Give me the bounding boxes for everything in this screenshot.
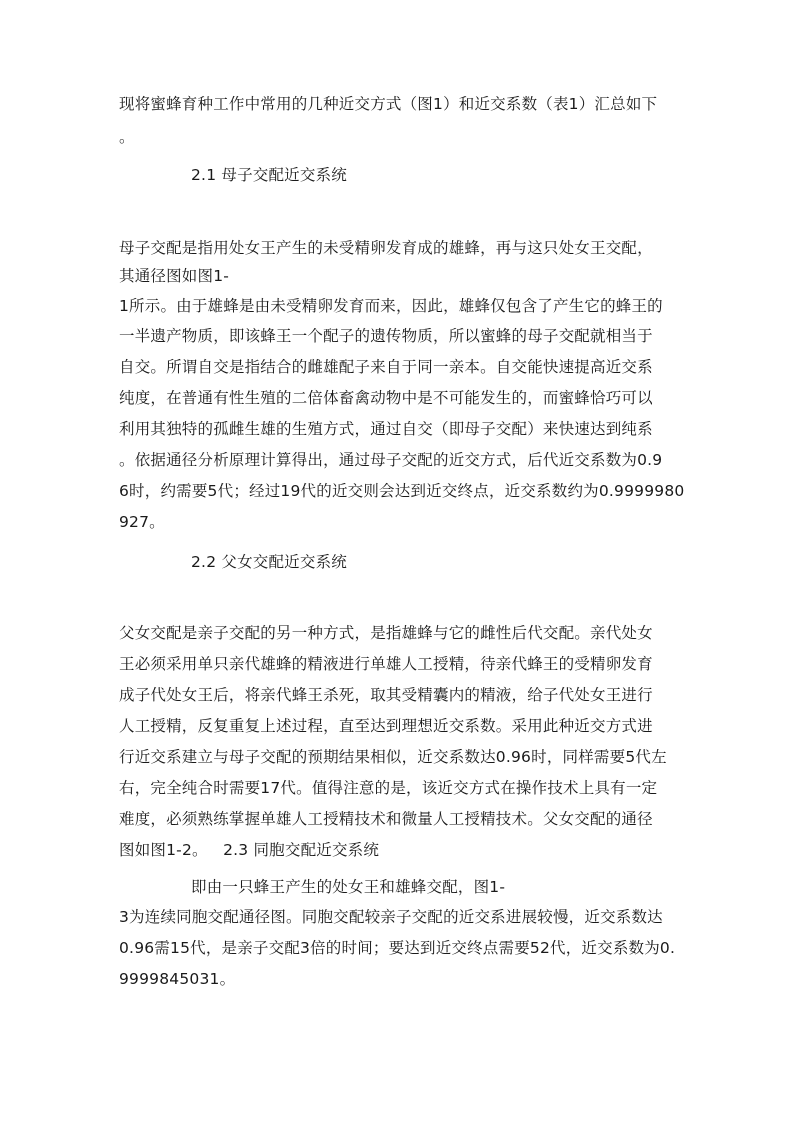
paragraph-2-2-line-2: 王必须采用单只亲代雄蜂的精液进行单雄人工授精，待亲代蜂王的受精卵发育 [119, 655, 653, 673]
paragraph-2-1-line-5: 自交。所谓自交是指结合的雌雄配子来自于同一亲本。自交能快速提高近交系 [119, 358, 653, 376]
intro-line-1: 现将蜜蜂育种工作中常用的几种近交方式（图1）和近交系数（表1）汇总如下 [119, 95, 658, 113]
paragraph-2-3-line-4: 9999845031。 [119, 970, 236, 988]
paragraph-2-2-line-7: 难度，必须熟练掌握单雄人工授精技术和微量人工授精技术。父女交配的通径 [119, 810, 653, 828]
paragraph-2-2-line-4: 人工授精，反复重复上述过程，直至达到理想近交系数。采用此种近交方式进 [119, 717, 653, 735]
paragraph-2-3-line-2: 3为连续同胞交配通径图。同胞交配较亲子交配的近交系进展较慢，近交系数达 [119, 908, 663, 926]
section-heading-2-1: 2.1 母子交配近交系统 [191, 166, 347, 184]
paragraph-2-1-line-7: 利用其独特的孤雌生雄的生殖方式，通过自交（即母子交配）来快速达到纯系 [119, 420, 653, 438]
paragraph-2-1-line-3: 1所示。由于雄蜂是由未受精卵发育而来，因此，雄蜂仅包含了产生它的蜂王的 [119, 297, 663, 315]
paragraph-2-2-line-5: 行近交系建立与母子交配的预期结果相似，近交系数达0.96时，同样需要5代左 [119, 748, 667, 766]
paragraph-2-2-line-8-with-heading-2-3: 图如图1-2。 2.3 同胞交配近交系统 [119, 841, 380, 859]
paragraph-2-1-line-10: 927。 [119, 513, 165, 531]
paragraph-2-1-line-8: 。依据通径分析原理计算得出，通过母子交配的近交方式，后代近交系数为0.9 [119, 451, 663, 469]
paragraph-2-1-line-4: 一半遗产物质，即该蜂王一个配子的遗传物质，所以蜜蜂的母子交配就相当于 [119, 327, 653, 345]
paragraph-2-1-line-1: 母子交配是指用处女王产生的未受精卵发育成的雄蜂，再与这只处女王交配， [119, 239, 653, 257]
paragraph-2-1-line-6: 纯度，在普通有性生殖的二倍体畜禽动物中是不可能发生的，而蜜蜂恰巧可以 [119, 389, 653, 407]
paragraph-2-1-line-9: 6时，约需要5代；经过19代的近交则会达到近交终点，近交系数约为0.9999980 [119, 482, 685, 500]
paragraph-2-3-line-3: 0.96需15代，是亲子交配3倍的时间；要达到近交终点需要52代，近交系数为0. [119, 939, 676, 957]
paragraph-2-2-line-3: 成子代处女王后，将亲代蜂王杀死，取其受精囊内的精液，给子代处女王进行 [119, 686, 653, 704]
paragraph-2-2-line-1: 父女交配是亲子交配的另一种方式，是指雄蜂与它的雌性后代交配。亲代处女 [119, 624, 653, 642]
paragraph-2-1-line-2: 其通径图如图1- [119, 267, 230, 285]
paragraph-2-2-line-6: 右，完全纯合时需要17代。值得注意的是，该近交方式在操作技术上具有一定 [119, 779, 658, 797]
intro-line-2: 。 [119, 128, 135, 146]
paragraph-2-3-line-1: 即由一只蜂王产生的处女王和雄蜂交配，图1- [191, 878, 506, 896]
section-heading-2-2: 2.2 父女交配近交系统 [191, 553, 347, 571]
